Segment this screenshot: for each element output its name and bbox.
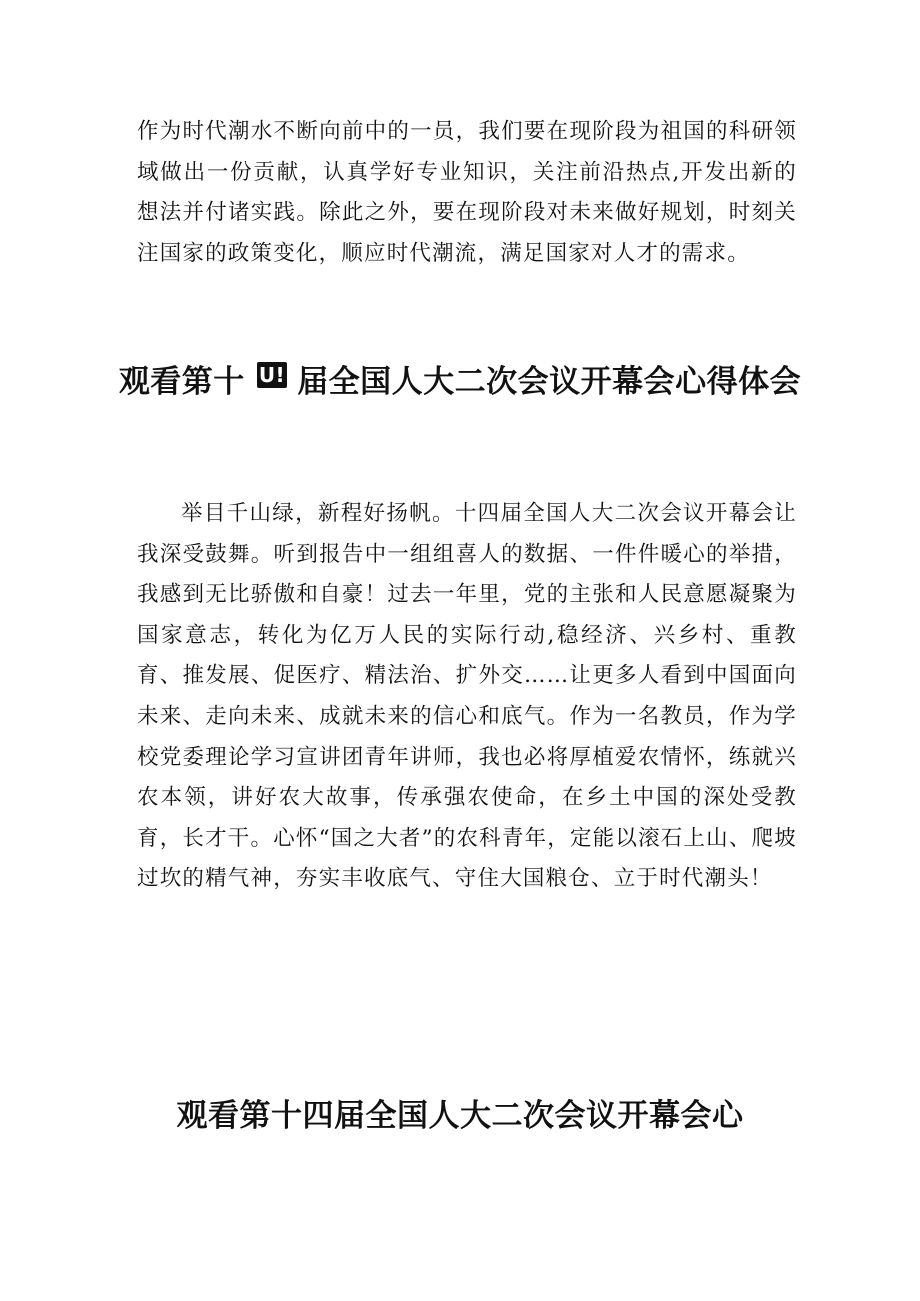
- intro-paragraph: 作为时代潮水不断向前中的一员，我们要在现阶段为祖国的科研领域做出一份贡献，认真学好专业知识，关注前沿热点,开发出新的想法并付诸实践。除此之外，要在现阶段对未来做好规划，时刻关注国家的政策变化，顺应时代潮流，满足国家对人才的需求。: [137, 119, 797, 266]
- body-paragraph: 举目千山绿，新程好扬帆。十四届全国人大二次会议开幕会让我深受鼓舞。听到报告中一组组喜人的数据、一件件暖心的举措，我感到无比骄傲和自豪！过去一年里，党的主张和人民意愿凝聚为国家意志，转化为亿万人民的实际行动,稳经济、兴乡村、重教育、推发展、促医疗、精法治、扩外交……让更多人看到中国面向未来、走向未来、成就未来的信心和底气。作为一名教员，作为学校党委理论学习宣讲团青年讲师，我也必将厚植爱农情怀，练就兴农本领，讲好农大故事，传承强农使命，在乡土中国的深处受教育，长才干。心怀“国之大者”的农科青年，定能以滚石上山、爬坡过坎的精气神，夯实丰收底气、守住大国粮仓、立于时代潮头！: [137, 501, 797, 892]
- next-section-heading: 观看第十四届全国人大二次会议开幕会心: [176, 1098, 744, 1134]
- section-heading-part-2: 届全国人大二次会议开幕会心得体会: [297, 364, 802, 400]
- section-heading-part-1: 观看第十: [118, 364, 245, 400]
- section-heading: [100, 360, 820, 404]
- glitch-mark: U!: [258, 363, 286, 387]
